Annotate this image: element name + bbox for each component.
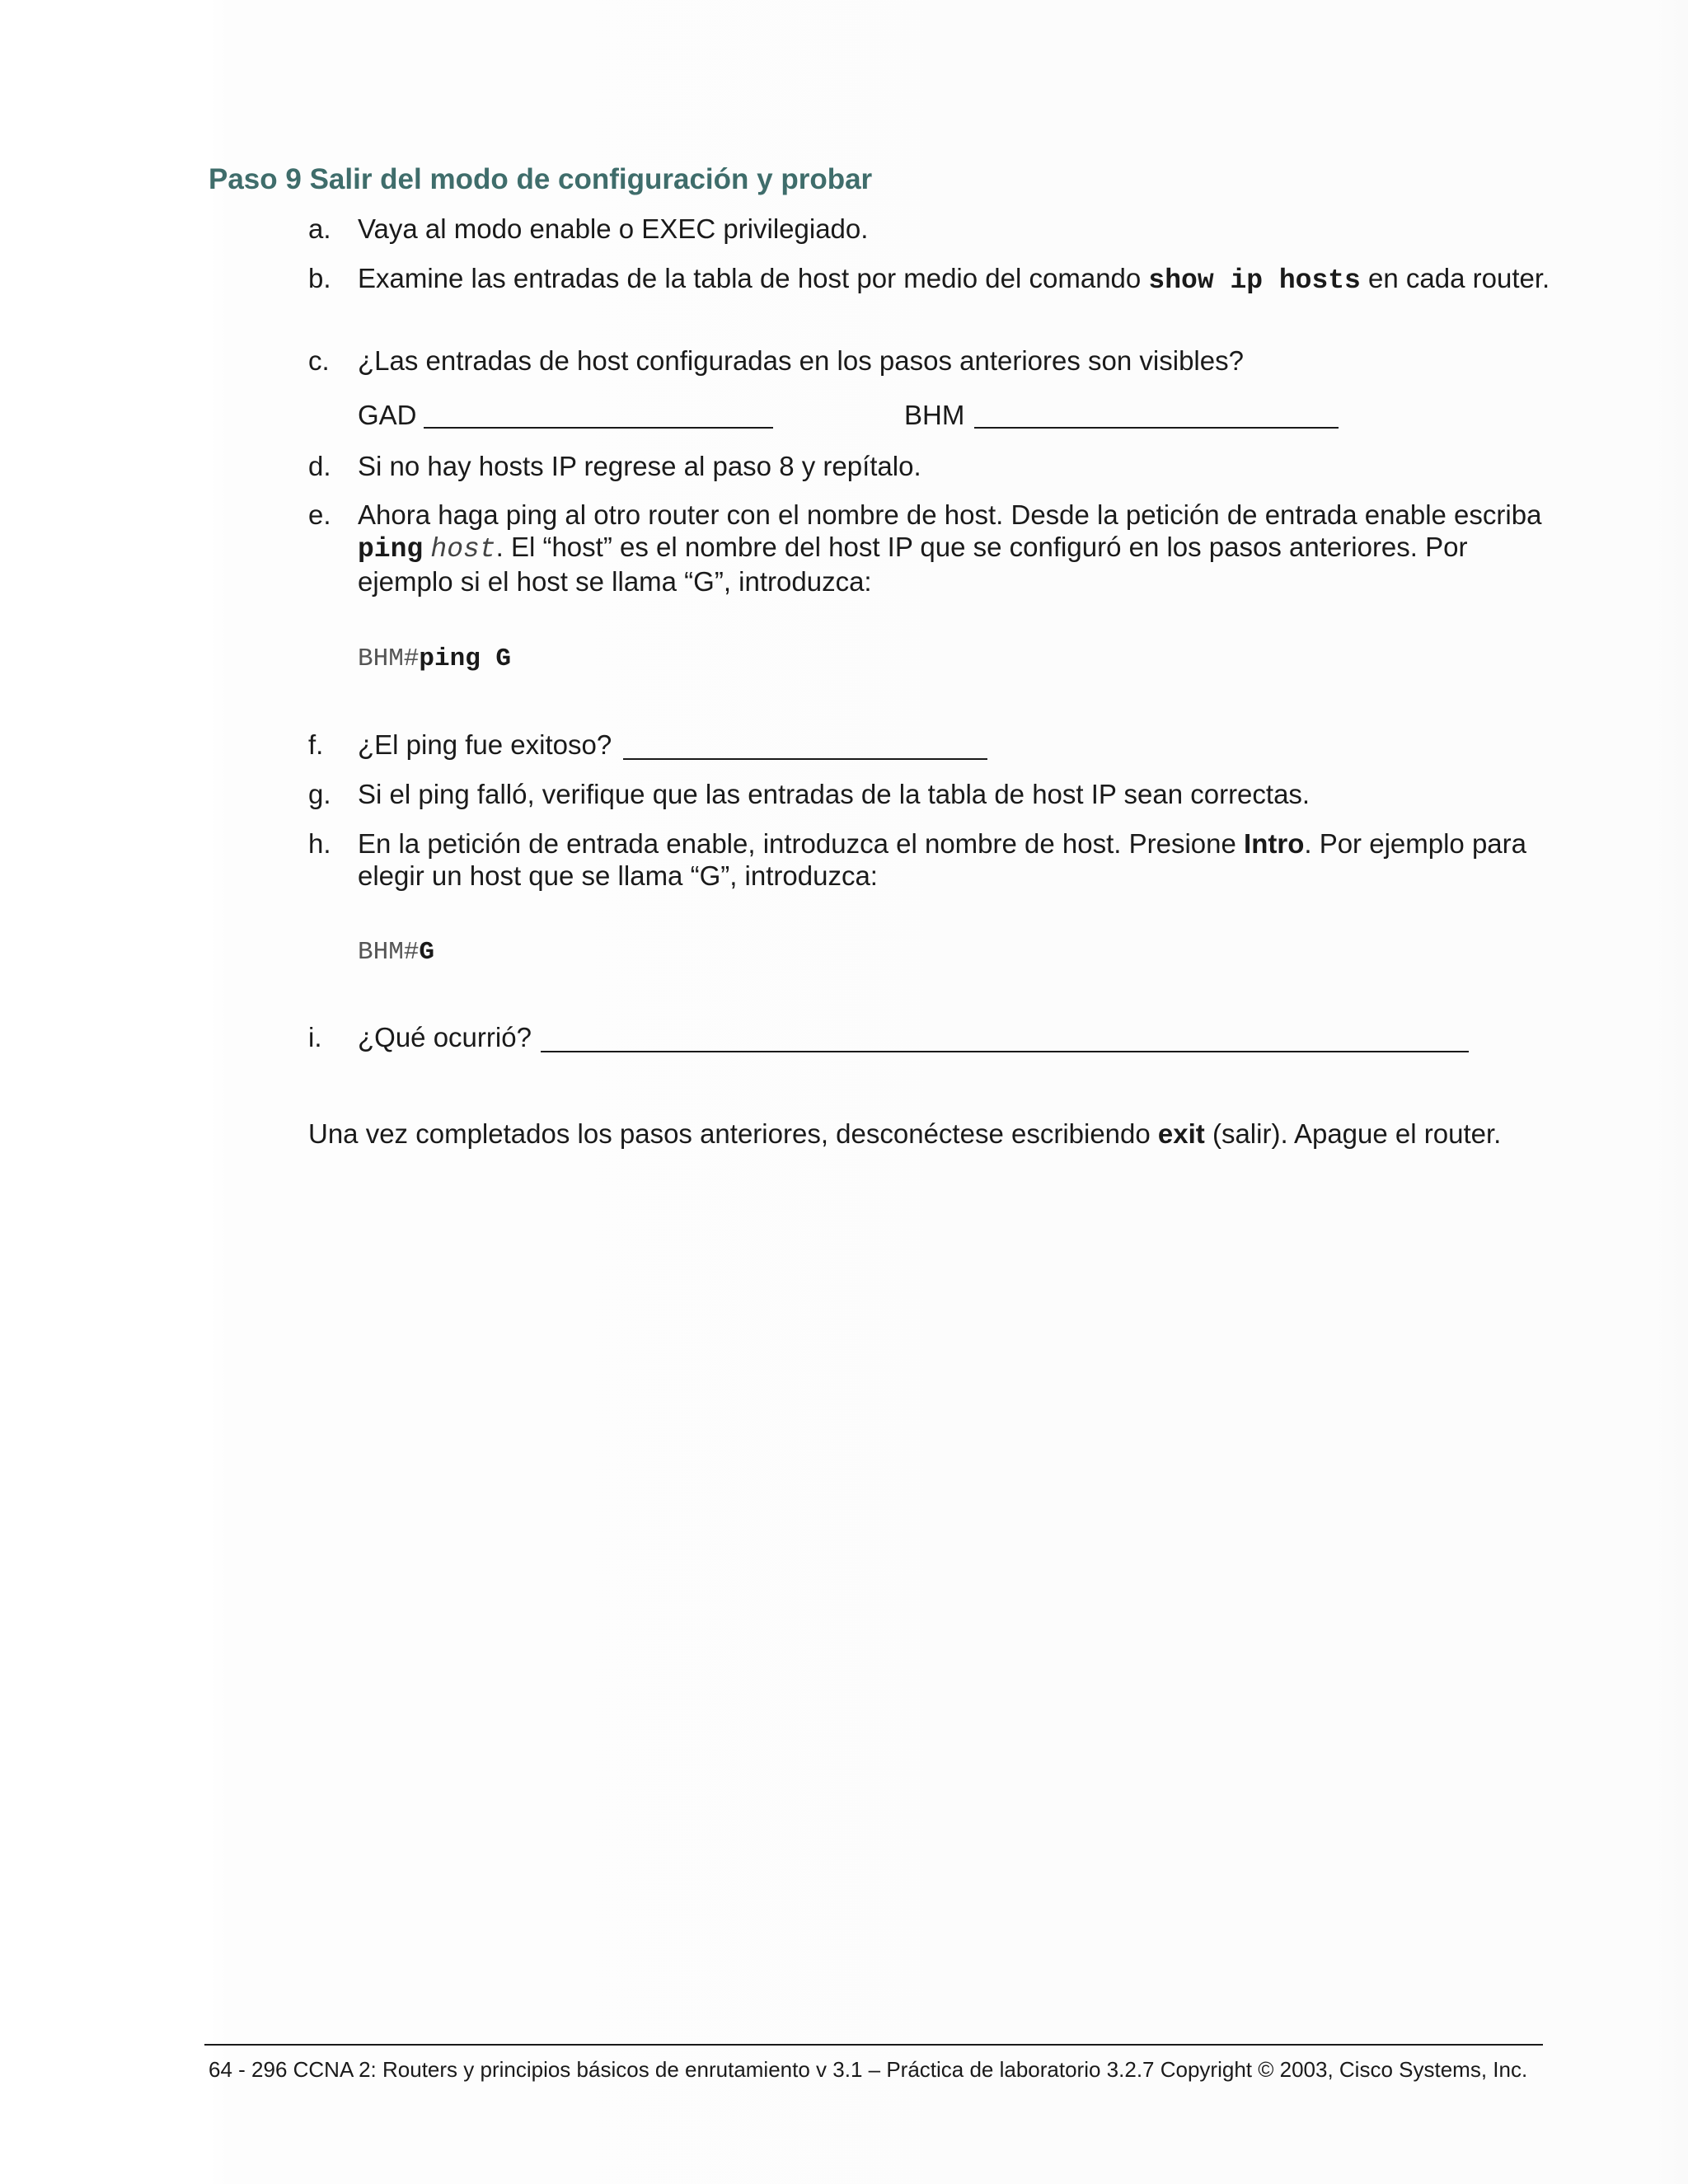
page-footer: 64 - 296 CCNA 2: Routers y principios básicos de enrutamiento v 3.1 – Práctica de laboratorio 3.2.7 Copyright © 2003, Cisco Systems, Inc. [209, 2057, 1528, 2082]
bhm-answer-blank[interactable] [974, 427, 1339, 429]
command-ping: ping [358, 534, 424, 565]
item-letter: h. [308, 828, 331, 859]
code-prompt: BHM# [358, 938, 420, 967]
gad-label: GAD [358, 400, 417, 430]
footer-divider [204, 2044, 1543, 2046]
item-letter: a. [308, 213, 331, 244]
item-letter: b. [308, 263, 331, 293]
item-letter: c. [308, 345, 330, 376]
item-text: Vaya al modo enable o EXEC privilegiado. [358, 213, 869, 244]
item-text [358, 499, 1561, 598]
item-text: Si el ping falló, verifique que las entradas de la tabla de host IP sean correctas. [358, 779, 1311, 809]
item-text-part: . Por ejemplo para elegir un host que se llama “G”, introduzca: [358, 828, 1526, 891]
code-command: ping G [419, 644, 512, 673]
item-text [358, 262, 1561, 297]
key-intro: Intro [1244, 828, 1305, 859]
item-text: ¿El ping fue exitoso? [358, 729, 612, 760]
item-text: ¿Las entradas de host configuradas en los pasos anteriores son visibles? [358, 345, 1244, 376]
closing-instruction [308, 1118, 1501, 1150]
code-example-host [358, 938, 434, 967]
gad-answer-blank[interactable] [424, 427, 773, 429]
item-text-part: en cada router. [1360, 263, 1550, 293]
item-text: ¿Qué ocurrió? [358, 1022, 532, 1052]
item-text-part: Examine las entradas de la tabla de host por medio del comando [358, 263, 1149, 293]
code-command: G [419, 938, 435, 967]
item-letter: d. [308, 451, 331, 481]
item-text-part: . El “host” es el nombre del host IP que se configuró en los pasos anteriores. Por ejemplo si el host se llama “G”, introduzca: [358, 532, 1468, 597]
item-letter: f. [308, 729, 324, 760]
command-show-ip-hosts: show ip hosts [1148, 265, 1361, 296]
closing-text-part: Una vez completados los pasos anteriores, desconéctese escribiendo [308, 1118, 1158, 1149]
closing-text-part: (salir). Apague el router. [1204, 1118, 1502, 1149]
item-letter: g. [308, 779, 331, 809]
item-text [358, 827, 1561, 892]
bhm-label: BHM [904, 400, 965, 430]
code-prompt: BHM# [358, 644, 420, 673]
item-text: Si no hay hosts IP regrese al paso 8 y repítalo. [358, 451, 921, 481]
step-heading: Paso 9 Salir del modo de configuración y probar [209, 163, 873, 195]
item-text-part: Ahora haga ping al otro router con el nombre de host. Desde la petición de entrada enable escriba [358, 499, 1542, 530]
item-letter: e. [308, 499, 331, 530]
item-text-part: En la petición de entrada enable, introduzca el nombre de host. Presione [358, 828, 1245, 859]
item-letter: i. [308, 1022, 322, 1052]
exit-command: exit [1157, 1118, 1205, 1149]
command-argument: host [430, 534, 496, 565]
what-happened-answer-blank[interactable] [541, 1051, 1469, 1052]
ping-success-answer-blank[interactable] [623, 758, 987, 760]
code-example-ping [358, 644, 511, 673]
